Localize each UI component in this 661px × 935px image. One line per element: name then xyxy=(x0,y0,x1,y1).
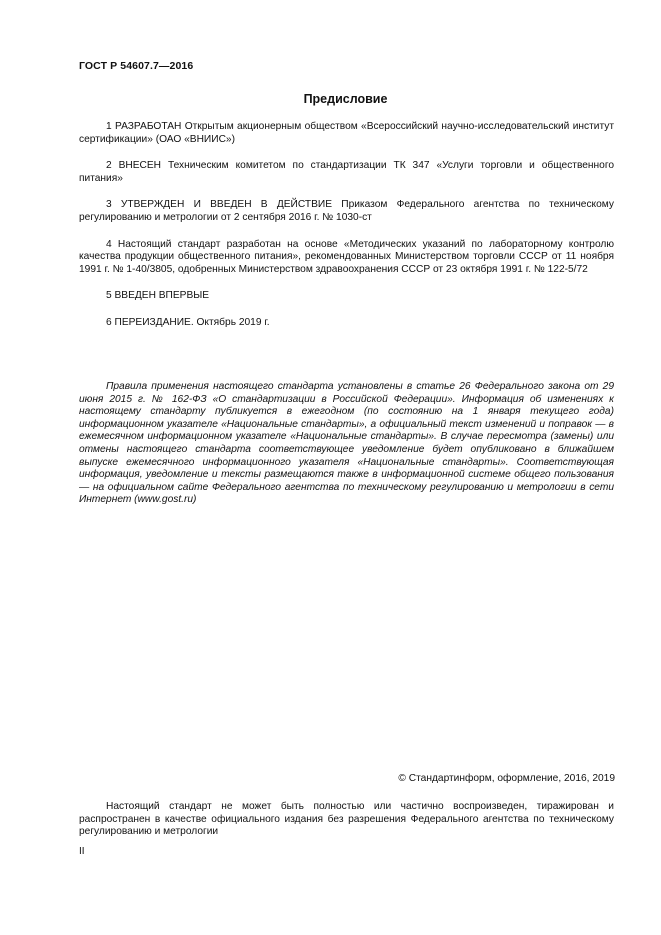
reprint-notice: Настоящий стандарт не может быть полностью или частично воспроизведен, тиражирован и распространен в качестве официального издания без разрешения Федерального агентства по техническому регулированию и метрологии xyxy=(79,801,614,838)
standard-id: ГОСТ Р 54607.7—2016 xyxy=(79,60,194,72)
foreword-item-1: 1 РАЗРАБОТАН Открытым акционерным обществом «Всероссийский научно-исследовательский институт сертификации» (ОАО «ВНИИС») xyxy=(79,121,614,145)
page-number: II xyxy=(79,846,85,857)
foreword-item-5: 5 ВВЕДЕН ВПЕРВЫЕ xyxy=(106,290,210,302)
foreword-item-6: 6 ПЕРЕИЗДАНИЕ. Октябрь 2019 г. xyxy=(106,316,270,328)
foreword-item-2: 2 ВНЕСЕН Техническим комитетом по стандартизации ТК 347 «Услуги торговли и общественного питания» xyxy=(79,160,614,184)
foreword-item-3: 3 УТВЕРЖДЕН И ВВЕДЕН В ДЕЙСТВИЕ Приказом Федерального агентства по техническому регулированию и метрологии от 2 сентября 2016 г. № 1030-ст xyxy=(79,199,614,223)
foreword-items xyxy=(79,121,614,344)
foreword-item-4: 4 Настоящий стандарт разработан на основе «Методических указаний по лабораторному контролю качества продукции общественного питания», рекомендованных Министерством торговли СССР от 11 ноября 1991 г. № 1-40/3805, одобренных Министерством здравоохранения СССР от 23 октября 1991 г. № 122-5/72 xyxy=(79,238,614,275)
page-title: Предисловие xyxy=(303,92,388,106)
application-rules-notice: Правила применения настоящего стандарта установлены в статье 26 Федерального закона от 29 июня 2015 г. № 162-ФЗ «О стандартизации в Российской Федерации». Информация об изменениях к настоящему стандарту публикуется в ежегодном (по состоянию на 1 января текущего года) информационном указателе «Национальные стандарты», а официальный текст изменений и поправок — в ежемесячном информационном указателе «Национальные стандарты». В случае пересмотра (замены) или отмены настоящего стандарта соответствующее уведомление будет опубликовано в ближайшем выпуске ежемесячного информационного указателя «Национальные стандарты». Соответствующая информация, уведомление и тексты размещаются также в информационной системе общего пользования — на официальном сайте Федерального агентства по техническому регулированию и метрологии в сети Интернет (www.gost.ru) xyxy=(79,381,614,506)
copyright-line: © Стандартинформ, оформление, 2016, 2019 xyxy=(398,773,615,784)
